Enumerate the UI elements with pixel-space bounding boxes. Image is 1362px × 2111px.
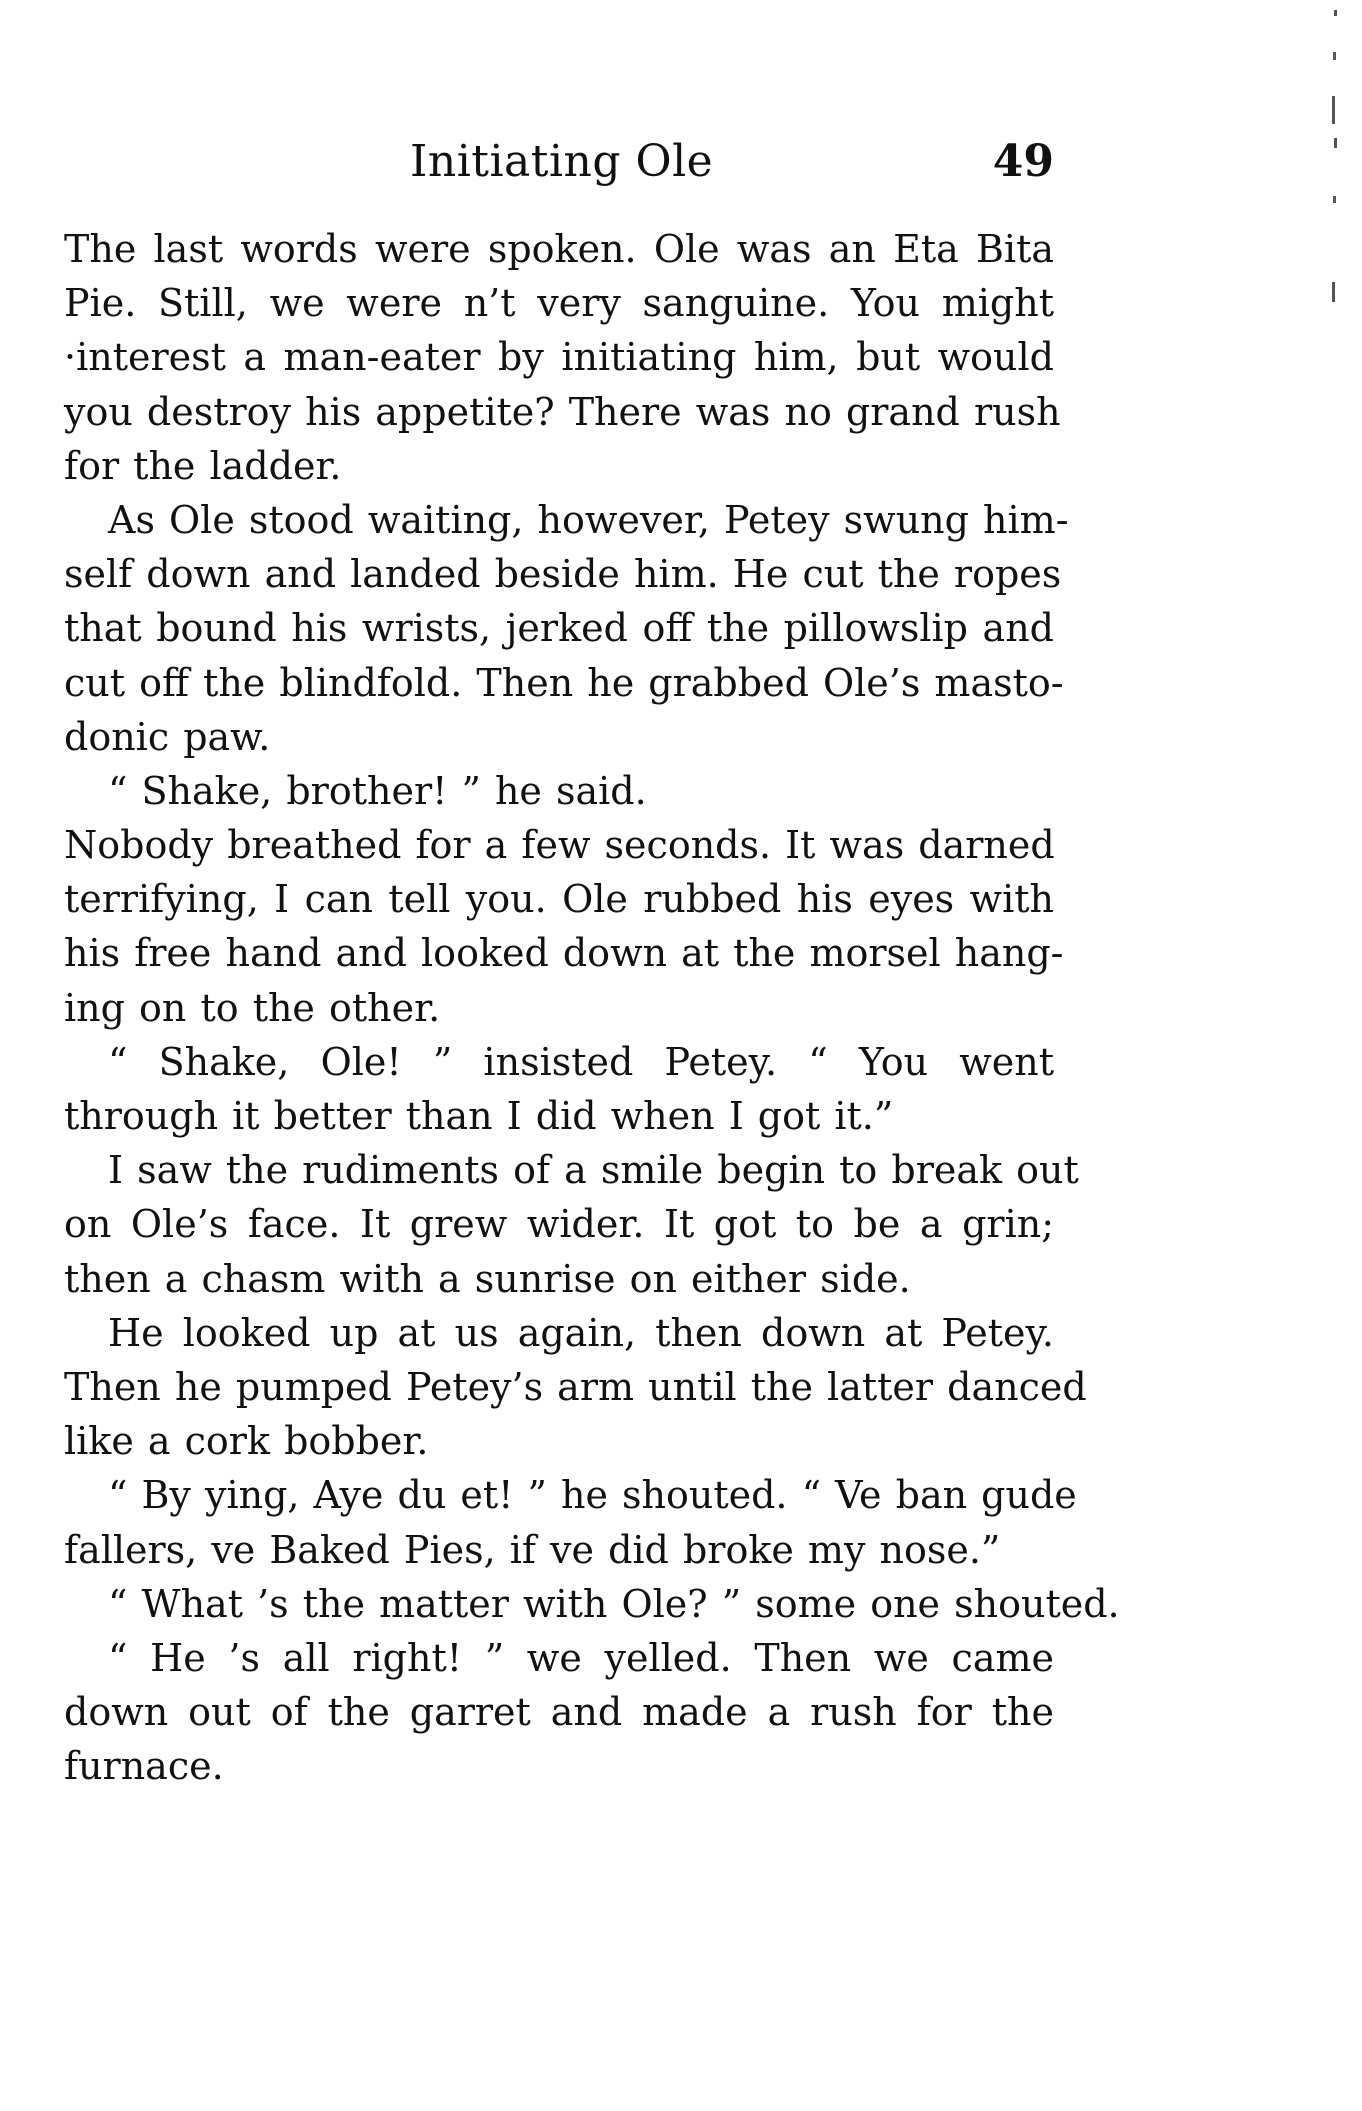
text-line: Nobody breathed for a few seconds. It was darned [64, 823, 1055, 868]
scan-margin-specks [1328, 0, 1348, 330]
text-line: then a chasm with a sunrise on either side. [64, 1256, 911, 1301]
text-line: for the ladder. [64, 443, 342, 488]
scan-speck [1334, 138, 1337, 148]
scan-speck [1332, 96, 1335, 124]
scan-speck [1333, 52, 1336, 60]
scan-speck [1333, 196, 1336, 203]
text-line: “ Shake, brother! ” he said. [108, 768, 647, 813]
text-line: terrifying, I can tell you. Ole rubbed his eyes with [64, 877, 1054, 922]
book-page [64, 0, 1120, 2111]
scan-speck [1334, 10, 1337, 16]
running-title: Initiating Ole [410, 136, 714, 187]
text-line: I saw the rudiments of a smile begin to break out [108, 1148, 1079, 1193]
text-line: The last words were spoken. Ole was an Eta Bita [64, 227, 1054, 271]
text-line: Then he pumped Petey’s arm until the latter danced [64, 1364, 1087, 1409]
text-line: like a cork bobber. [64, 1419, 429, 1464]
text-line: He looked up at us again, then down at Petey. [108, 1310, 1054, 1355]
text-line: Pie. Still, we were n’t very sanguine. You might [64, 281, 1054, 326]
text-line: donic paw. [64, 714, 271, 759]
text-line: his free hand and looked down at the morsel hang- [64, 931, 1064, 976]
text-line: As Ole stood waiting, however, Petey swung him- [108, 497, 1069, 542]
scan-speck [1332, 282, 1335, 302]
running-head [64, 136, 1054, 196]
text-line: “ Shake, Ole! ” insisted Petey. “ You went [108, 1039, 1054, 1084]
text-line: you destroy his appetite? There was no grand rush [64, 389, 1061, 434]
text-line: ·interest a man-eater by initiating him, but would [64, 335, 1054, 380]
body-text [64, 222, 1120, 1793]
text-line: through it better than I did when I got it.” [64, 1094, 894, 1138]
text-line: furnace. [64, 1744, 224, 1789]
text-line: cut off the blindfold. Then he grabbed Ole’s masto- [64, 660, 1064, 705]
text-line: “ What ’s the matter with Ole? ” some one shouted. [108, 1581, 1120, 1626]
text-line: self down and landed beside him. He cut the ropes [64, 552, 1062, 597]
text-line: that bound his wrists, jerked off the pillowslip and [64, 606, 1054, 651]
page-number: 49 [992, 136, 1054, 187]
text-line: on Ole’s face. It grew wider. It got to be a grin; [64, 1202, 1054, 1247]
text-line: “ He ’s all right! ” we yelled. Then we came [108, 1635, 1054, 1680]
text-line: down out of the garret and made a rush for the [64, 1690, 1054, 1735]
text-line: ing on to the other. [64, 985, 441, 1030]
text-line: “ By ying, Aye du et! ” he shouted. “ Ve ban gude [108, 1473, 1077, 1518]
text-line: fallers, ve Baked Pies, if ve did broke my nose.” [64, 1527, 1001, 1572]
